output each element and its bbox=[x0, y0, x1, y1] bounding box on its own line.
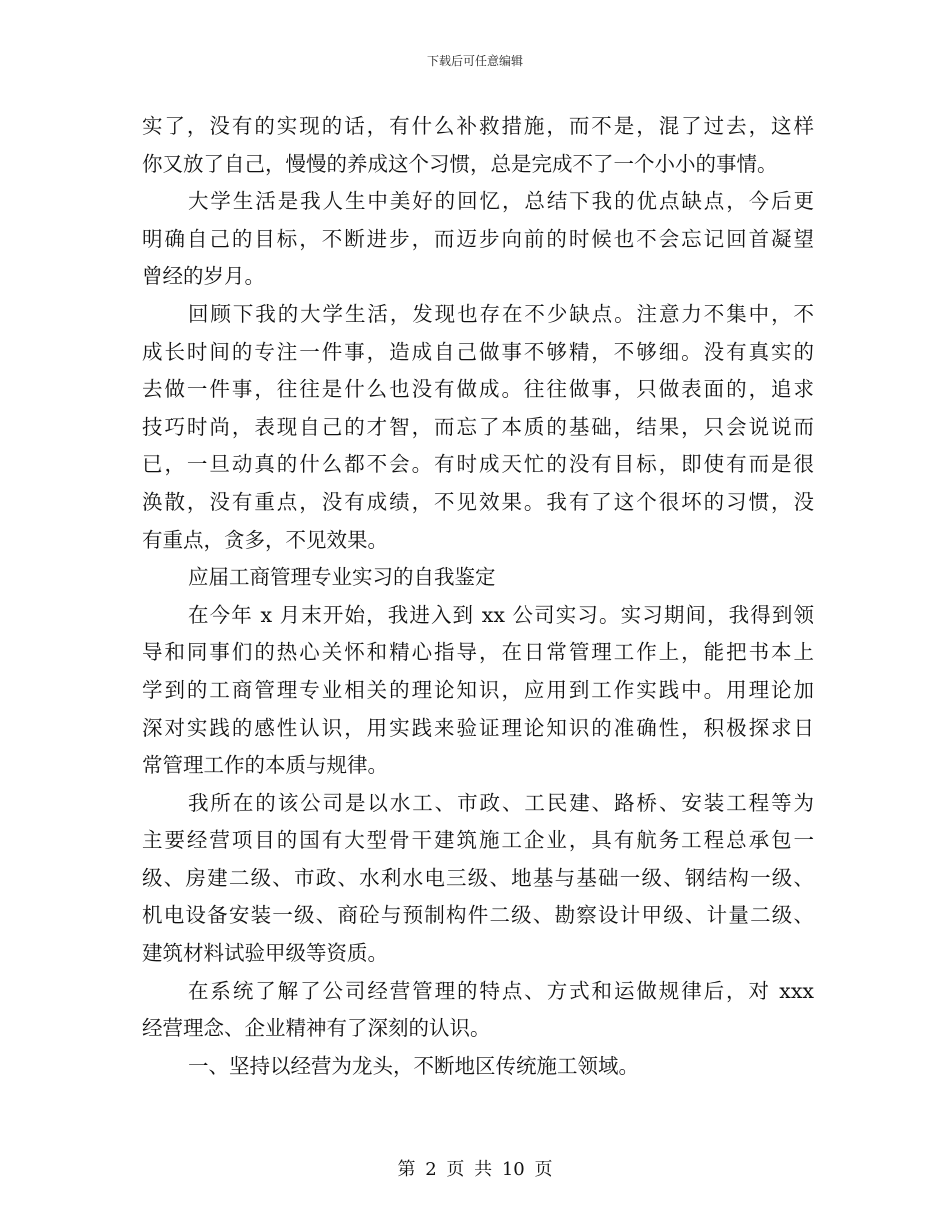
text-line: 技巧时尚，表现自己的才智，而忘了本质的基础，结果，只会说说而 bbox=[142, 414, 814, 439]
paragraph bbox=[142, 296, 814, 559]
text-line: 常管理工作的本质与规律。 bbox=[142, 753, 388, 778]
text-line: 已，一旦动真的什么都不会。有时成天忙的没有目标，即使有而是很 bbox=[142, 452, 814, 477]
paragraph bbox=[142, 597, 814, 785]
text-line: 在今年 x 月末开始，我进入到 xx 公司实习。实习期间，我得到领 bbox=[188, 602, 814, 627]
paragraph bbox=[142, 973, 814, 1048]
text-line: 级、房建二级、市政、水利水电三级、地基与基础一级、钢结构一级、 bbox=[142, 865, 814, 890]
text-line: 去做一件事，往往是什么也没有做成。往往做事，只做表面的，追求 bbox=[142, 377, 814, 402]
text-line: 经营理念、企业精神有了深刻的认识。 bbox=[142, 1016, 491, 1041]
paragraph bbox=[142, 785, 814, 973]
text-line: 学到的工商管理专业相关的理论知识，应用到工作实践中。用理论加 bbox=[142, 677, 814, 702]
text-line: 回顾下我的大学生活，发现也存在不少缺点。注意力不集中，不 bbox=[188, 301, 814, 326]
text-line: 曾经的岁月。 bbox=[142, 264, 265, 289]
text-line: 有重点，贪多，不见效果。 bbox=[142, 527, 388, 552]
document-body bbox=[142, 108, 814, 1085]
text-line: 你又放了自己，慢慢的养成这个习惯，总是完成不了一个小小的事情。 bbox=[142, 151, 778, 176]
text-line: 明确自己的目标，不断进步，而迈步向前的时候也不会忘记回首凝望 bbox=[142, 226, 814, 251]
page-header: 下载后可任意编辑 bbox=[426, 54, 523, 68]
text-line: 一、坚持以经营为龙头，不断地区传统施工领域。 bbox=[188, 1053, 639, 1078]
text-line: 实了，没有的实现的话，有什么补救措施，而不是，混了过去，这样 bbox=[142, 114, 814, 138]
text-line: 应届工商管理专业实习的自我鉴定 bbox=[188, 565, 496, 590]
paragraph bbox=[142, 1048, 814, 1086]
paragraph bbox=[142, 183, 814, 296]
page-footer: 第 2 页 共 10 页 bbox=[397, 1159, 553, 1180]
text-line: 我所在的该公司是以水工、市政、工民建、路桥、安装工程等为 bbox=[188, 790, 814, 815]
text-line: 深对实践的感性认识，用实践来验证理论知识的准确性，积极探求日 bbox=[142, 715, 814, 740]
text-line: 机电设备安装一级、商砼与预制构件二级、勘察设计甲级、计量二级、 bbox=[142, 903, 814, 928]
text-line: 建筑材料试验甲级等资质。 bbox=[142, 941, 388, 966]
text-line: 成长时间的专注一件事，造成自己做事不够精，不够细。没有真实的 bbox=[142, 339, 814, 364]
text-line: 大学生活是我人生中美好的回忆，总结下我的优点缺点，今后更 bbox=[188, 189, 814, 214]
text-line: 涣散，没有重点，没有成绩，不见效果。我有了这个很坏的习惯，没 bbox=[142, 489, 814, 514]
paragraph bbox=[142, 108, 814, 183]
text-line: 主要经营项目的国有大型骨干建筑施工企业，具有航务工程总承包一 bbox=[142, 828, 814, 853]
text-line: 导和同事们的热心关怀和精心指导，在日常管理工作上，能把书本上 bbox=[142, 640, 814, 665]
paragraph bbox=[142, 559, 814, 597]
text-line: 在系统了解了公司经营管理的特点、方式和运做规律后，对 xxx bbox=[188, 978, 814, 1003]
